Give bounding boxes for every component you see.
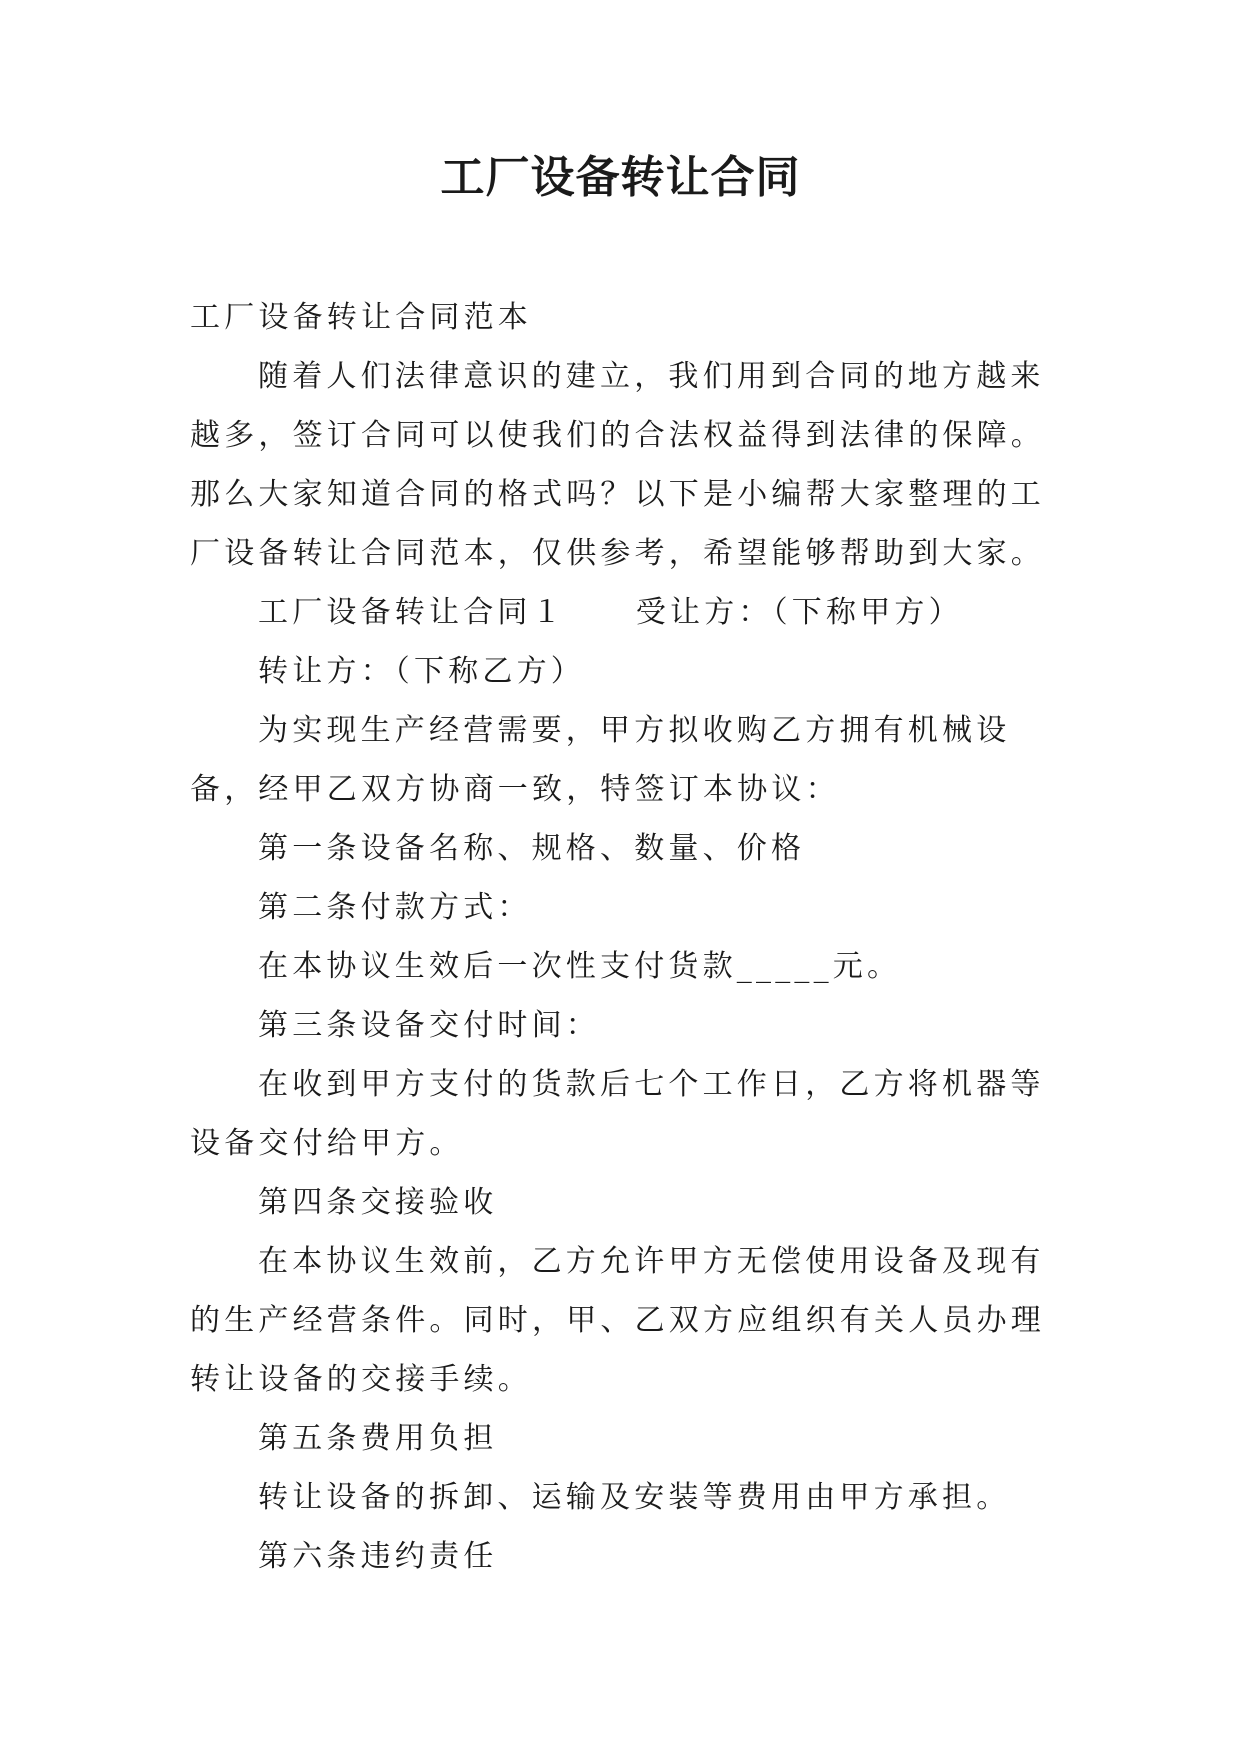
transferor-line: 转让方：（下称乙方） <box>258 654 585 689</box>
contract-heading: 工厂设备转让合同１ <box>258 595 566 630</box>
article-5-body: 转让设备的拆卸、运输及安装等费用由甲方承担。 <box>258 1480 1011 1515</box>
article-6-title: 第六条违约责任 <box>258 1539 498 1574</box>
contract-heading-line <box>190 583 1060 642</box>
article-3-body: 在收到甲方支付的货款后七个工作日，乙方将机器等设备交付给甲方。 <box>190 1067 1045 1161</box>
article-4-body: 在本协议生效前，乙方允许甲方无偿使用设备及现有的生产经营条件。同时，甲、乙双方应组织有关人员办理转让设备的交接手续。 <box>190 1244 1045 1397</box>
intro-paragraph: 随着人们法律意识的建立，我们用到合同的地方越来越多，签订合同可以使我们的合法权益得到法律的保障。那么大家知道合同的格式吗？以下是小编帮大家整理的工厂设备转让合同范本，仅供参考，希望能够帮助到大家。 <box>190 359 1045 571</box>
article-5-title: 第五条费用负担 <box>258 1421 498 1456</box>
article-4-title: 第四条交接验收 <box>258 1185 498 1220</box>
transferee-line: 受让方：（下称甲方） <box>635 595 963 630</box>
document-subtitle: 工厂设备转让合同范本 <box>190 300 532 335</box>
article-2-title: 第二条付款方式： <box>258 890 532 925</box>
article-1-title: 第一条设备名称、规格、数量、价格 <box>258 831 806 866</box>
document-body <box>190 288 1060 1586</box>
article-2-body: 在本协议生效后一次性支付货款_____元。 <box>258 949 902 984</box>
purpose-paragraph: 为实现生产经营需要，甲方拟收购乙方拥有机械设备，经甲乙双方协商一致，特签订本协议： <box>190 713 1011 807</box>
document-title: 工厂设备转让合同 <box>440 152 801 203</box>
article-3-title: 第三条设备交付时间： <box>258 1008 600 1043</box>
